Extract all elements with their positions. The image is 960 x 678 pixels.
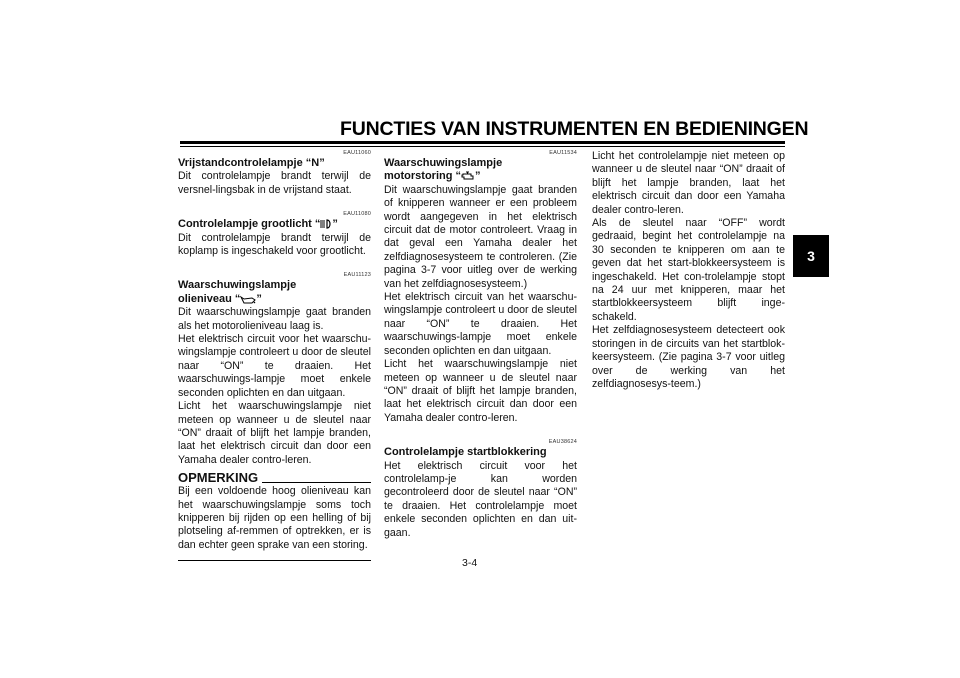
section-body: Licht het waarschuwingslampje niet meteen op wanneer u de sleutel naar “ON” draait of blijft het lampje branden, laat het elektrisch circuit dan door een Yamaha dealer contro-leren.: [384, 358, 577, 424]
note-end-rule: [178, 560, 371, 561]
section-body: Het elektrisch circuit van het waarschu-wingslampje controleert u door de sleutel naar “ON” te draaien. Het waarschuwings-lampje moet enkele seconden oplichten en dan uitgaan.: [384, 291, 577, 357]
section-body: Als de sleutel naar “OFF” wordt gedraaid, begint het controlelampje na 30 seconden te knipperen om aan te geven dat het start-blokkeersysteem is ingeschakeld. Het con-trolelampje stopt na 24 uur met knipperen, maar het startblokkeersysteem blijft inge-schakeld.: [592, 217, 785, 323]
section-heading-high-beam: Controlelampje grootlicht “ ”: [178, 218, 338, 231]
note-rule: [262, 482, 371, 483]
section-code: EAU11060: [343, 150, 371, 156]
note-body: Bij een voldoende hoog olieniveau kan het waarschuwingslampje soms toch knipperen bij rijden op een helling of bij plotseling af-remmen of optrekken, er is dan echter geen sprake van een storing.: [178, 485, 371, 551]
header-rule-thin: [180, 146, 785, 147]
column-3: [592, 150, 785, 391]
neutral-symbol: N: [311, 157, 320, 169]
header-rule: [180, 141, 785, 144]
section-body: Dit controlelampje brandt terwijl de versnel-lingsbak in de vrijstand staat.: [178, 170, 371, 196]
note-title: OPMERKING: [178, 470, 259, 486]
note-header: [178, 471, 371, 485]
section-body: Het elektrisch circuit voor het waarschu-wingslampje controleert u door de sleutel naar “ON” te draaien. Het waarschuwings-lampje moet enkele seconden oplichten en dan uitgaan.: [178, 333, 371, 399]
section-heading-neutral: Vrijstandcontrolelampje “N”: [178, 157, 325, 169]
oil-can-icon: [240, 293, 256, 305]
column-1: [178, 150, 371, 561]
section-heading-oil: Waarschuwingslampje olieniveau “ ”: [178, 279, 297, 305]
engine-icon: [461, 170, 475, 182]
section-code: EAU11080: [343, 211, 371, 218]
section-body: Het zelfdiagnosesysteem detecteert ook storingen in de circuits van het startblok-keersysteem. (Zie pagina 3-7 voor uitleg over de werking van het zelfdiagnosesys-teem.): [592, 324, 785, 390]
section-body: Dit waarschuwingslampje gaat branden als het motorolieniveau laag is.: [178, 306, 371, 332]
section-code: EAU38624: [548, 439, 577, 446]
chapter-tab: 3: [793, 235, 829, 277]
section-body: Licht het waarschuwingslampje niet meteen op wanneer u de sleutel naar “ON” draait of blijft het lampje branden, laat het elektrisch circuit dan door een Yamaha dealer contro-leren.: [178, 400, 371, 466]
section-heading-immobilizer: Controlelampje startblokkering: [384, 446, 547, 459]
high-beam-icon: [320, 218, 332, 230]
section-body: Het elektrisch circuit voor het controlelamp-je kan worden gecontroleerd door de sleutel naar “ON” te draaien. Het controlelampje moet enkele seconden oplichten en dan uit-gaan.: [384, 459, 577, 539]
page-header-title: FUNCTIES VAN INSTRUMENTEN EN BEDIENINGEN: [340, 118, 809, 140]
section-body: Licht het controlelampje niet meteen op wanneer u de sleutel naar “ON” draait of blijft het lampje branden, laat het elektrisch circuit dan door een Yamaha dealer contro-leren.: [592, 150, 785, 216]
section-heading-engine: Waarschuwingslampje motorstoring “ ”: [384, 157, 503, 183]
section-body: Dit waarschuwingslampje gaat branden of knipperen wanneer er een probleem wordt aangegeven in het elektrisch circuit dat de motor controleert. Vraag in dat geval een Yamaha dealer het zelfdiagnosesysteem te controleren. (Zie pagina 3-7 voor uitleg over de werking van het zelfdiagnosesysteem.): [384, 183, 577, 290]
section-code: EAU11534: [549, 150, 577, 156]
column-2: [384, 150, 577, 540]
section-code: EAU11123: [343, 272, 371, 279]
section-body: Dit controlelampje brandt terwijl de koplamp is ingeschakeld voor grootlicht.: [178, 231, 371, 258]
page-number: 3-4: [462, 557, 478, 569]
